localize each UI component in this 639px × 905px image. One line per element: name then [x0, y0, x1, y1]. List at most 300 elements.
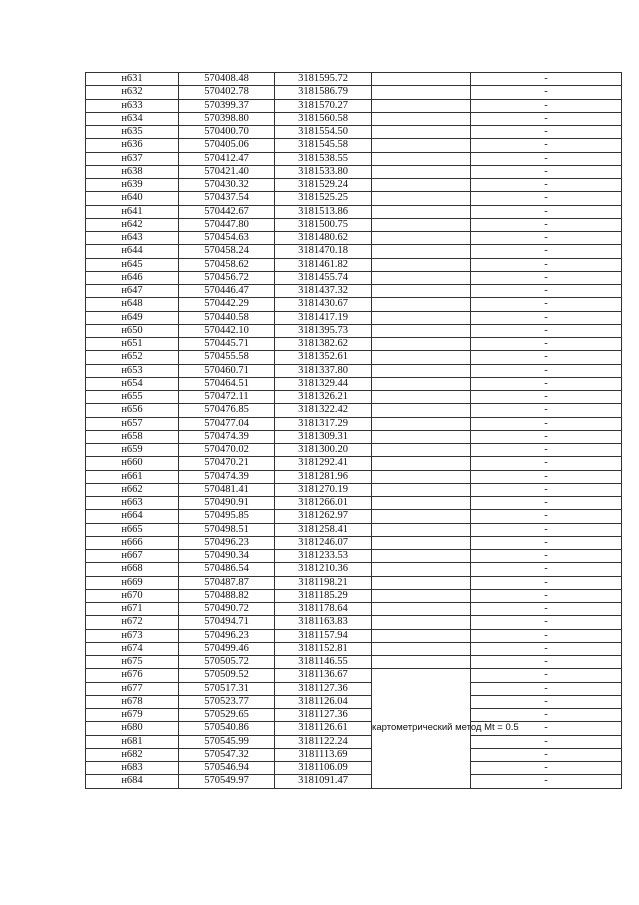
point-id-cell: н657 [86, 417, 179, 430]
table-row [86, 112, 622, 125]
y-coordinate-cell: 3181246.07 [275, 536, 372, 549]
x-coordinate-cell: 570476.85 [179, 404, 275, 417]
point-id-cell: н640 [86, 192, 179, 205]
coordinates-table-body [86, 73, 622, 789]
note-cell: - [471, 179, 622, 192]
y-coordinate-cell: 3181309.31 [275, 430, 372, 443]
y-coordinate-cell: 3181126.61 [275, 722, 372, 735]
method-cell-empty [372, 404, 471, 417]
y-coordinate-cell: 3181545.58 [275, 139, 372, 152]
y-coordinate-cell: 3181533.80 [275, 165, 372, 178]
note-cell: - [471, 576, 622, 589]
method-cell-empty [372, 245, 471, 258]
table-row [86, 324, 622, 337]
method-cell-empty [372, 338, 471, 351]
table-row [86, 589, 622, 602]
x-coordinate-cell: 570458.62 [179, 258, 275, 271]
method-cell-empty [372, 523, 471, 536]
y-coordinate-cell: 3181281.96 [275, 470, 372, 483]
y-coordinate-cell: 3181337.80 [275, 364, 372, 377]
point-id-cell: н676 [86, 669, 179, 682]
note-cell: - [471, 629, 622, 642]
method-cell-empty [372, 603, 471, 616]
y-coordinate-cell: 3181529.24 [275, 179, 372, 192]
table-row [86, 338, 622, 351]
table-row [86, 682, 622, 695]
x-coordinate-cell: 570545.99 [179, 735, 275, 748]
x-coordinate-cell: 570442.10 [179, 324, 275, 337]
method-cell-empty [372, 483, 471, 496]
point-id-cell: н645 [86, 258, 179, 271]
note-cell: - [471, 735, 622, 748]
table-row [86, 179, 622, 192]
table-row [86, 258, 622, 271]
note-cell: - [471, 709, 622, 722]
x-coordinate-cell: 570400.70 [179, 126, 275, 139]
point-id-cell: н672 [86, 616, 179, 629]
table-row [86, 457, 622, 470]
note-cell: - [471, 523, 622, 536]
point-id-cell: н635 [86, 126, 179, 139]
x-coordinate-cell: 570488.82 [179, 589, 275, 602]
x-coordinate-cell: 570486.54 [179, 563, 275, 576]
point-id-cell: н650 [86, 324, 179, 337]
point-id-cell: н655 [86, 391, 179, 404]
point-id-cell: н656 [86, 404, 179, 417]
y-coordinate-cell: 3181146.55 [275, 656, 372, 669]
point-id-cell: н659 [86, 444, 179, 457]
method-cell-empty [372, 126, 471, 139]
table-row [86, 563, 622, 576]
method-cell-empty [372, 497, 471, 510]
y-coordinate-cell: 3181500.75 [275, 218, 372, 231]
table-row [86, 232, 622, 245]
y-coordinate-cell: 3181326.21 [275, 391, 372, 404]
x-coordinate-cell: 570529.65 [179, 709, 275, 722]
note-cell: - [471, 112, 622, 125]
method-cell-empty [372, 444, 471, 457]
method-cell-empty [372, 642, 471, 655]
table-row [86, 99, 622, 112]
x-coordinate-cell: 570455.58 [179, 351, 275, 364]
table-row [86, 126, 622, 139]
note-cell: - [471, 205, 622, 218]
note-cell: - [471, 417, 622, 430]
method-cell-empty [372, 99, 471, 112]
table-row [86, 165, 622, 178]
table-row [86, 748, 622, 761]
x-coordinate-cell: 570402.78 [179, 86, 275, 99]
point-id-cell: н638 [86, 165, 179, 178]
note-cell: - [471, 285, 622, 298]
note-cell: - [471, 324, 622, 337]
x-coordinate-cell: 570490.72 [179, 603, 275, 616]
table-row [86, 218, 622, 231]
method-cell-empty [372, 258, 471, 271]
note-cell: - [471, 152, 622, 165]
y-coordinate-cell: 3181513.86 [275, 205, 372, 218]
table-row [86, 629, 622, 642]
point-id-cell: н648 [86, 298, 179, 311]
method-cell-empty [372, 417, 471, 430]
x-coordinate-cell: 570549.97 [179, 775, 275, 788]
table-row [86, 642, 622, 655]
note-cell: - [471, 139, 622, 152]
x-coordinate-cell: 570495.85 [179, 510, 275, 523]
note-cell: - [471, 762, 622, 775]
x-coordinate-cell: 570460.71 [179, 364, 275, 377]
y-coordinate-cell: 3181382.62 [275, 338, 372, 351]
method-cell-empty [372, 536, 471, 549]
x-coordinate-cell: 570399.37 [179, 99, 275, 112]
note-cell: - [471, 364, 622, 377]
method-cell-empty [372, 205, 471, 218]
note-cell: - [471, 192, 622, 205]
y-coordinate-cell: 3181595.72 [275, 73, 372, 86]
y-coordinate-cell: 3181352.61 [275, 351, 372, 364]
point-id-cell: н678 [86, 695, 179, 708]
y-coordinate-cell: 3181270.19 [275, 483, 372, 496]
y-coordinate-cell: 3181198.21 [275, 576, 372, 589]
point-id-cell: н658 [86, 430, 179, 443]
note-cell: - [471, 404, 622, 417]
table-row [86, 417, 622, 430]
note-cell: - [471, 311, 622, 324]
table-row [86, 364, 622, 377]
y-coordinate-cell: 3181317.29 [275, 417, 372, 430]
y-coordinate-cell: 3181570.27 [275, 99, 372, 112]
x-coordinate-cell: 570481.41 [179, 483, 275, 496]
table-row [86, 377, 622, 390]
method-cell-empty [372, 576, 471, 589]
y-coordinate-cell: 3181538.55 [275, 152, 372, 165]
y-coordinate-cell: 3181266.01 [275, 497, 372, 510]
note-cell: - [471, 232, 622, 245]
coordinates-table [85, 72, 622, 789]
y-coordinate-cell: 3181470.18 [275, 245, 372, 258]
point-id-cell: н670 [86, 589, 179, 602]
method-cell-empty [372, 152, 471, 165]
point-id-cell: н641 [86, 205, 179, 218]
point-id-cell: н643 [86, 232, 179, 245]
point-id-cell: н663 [86, 497, 179, 510]
point-id-cell: н649 [86, 311, 179, 324]
x-coordinate-cell: 570412.47 [179, 152, 275, 165]
point-id-cell: н637 [86, 152, 179, 165]
x-coordinate-cell: 570498.51 [179, 523, 275, 536]
note-cell: - [471, 126, 622, 139]
method-cell-empty [372, 470, 471, 483]
y-coordinate-cell: 3181258.41 [275, 523, 372, 536]
point-id-cell: н651 [86, 338, 179, 351]
point-id-cell: н633 [86, 99, 179, 112]
method-cell-empty [372, 139, 471, 152]
method-cell-empty [372, 232, 471, 245]
y-coordinate-cell: 3181262.97 [275, 510, 372, 523]
point-id-cell: н631 [86, 73, 179, 86]
point-id-cell: н671 [86, 603, 179, 616]
note-cell: - [471, 391, 622, 404]
table-row [86, 205, 622, 218]
note-cell: - [471, 218, 622, 231]
x-coordinate-cell: 570421.40 [179, 165, 275, 178]
x-coordinate-cell: 570442.67 [179, 205, 275, 218]
x-coordinate-cell: 570458.24 [179, 245, 275, 258]
method-cell-empty [372, 165, 471, 178]
table-row [86, 603, 622, 616]
point-id-cell: н675 [86, 656, 179, 669]
table-row [86, 523, 622, 536]
note-cell: - [471, 536, 622, 549]
note-cell: - [471, 470, 622, 483]
table-row [86, 86, 622, 99]
note-cell: - [471, 695, 622, 708]
method-cell-empty [372, 377, 471, 390]
note-cell: - [471, 245, 622, 258]
table-row [86, 510, 622, 523]
x-coordinate-cell: 570405.06 [179, 139, 275, 152]
note-cell: - [471, 338, 622, 351]
method-cell-empty [372, 86, 471, 99]
point-id-cell: н642 [86, 218, 179, 231]
y-coordinate-cell: 3181455.74 [275, 271, 372, 284]
point-id-cell: н674 [86, 642, 179, 655]
point-id-cell: н653 [86, 364, 179, 377]
table-row [86, 735, 622, 748]
x-coordinate-cell: 570546.94 [179, 762, 275, 775]
x-coordinate-cell: 570494.71 [179, 616, 275, 629]
table-row [86, 285, 622, 298]
table-row [86, 152, 622, 165]
y-coordinate-cell: 3181113.69 [275, 748, 372, 761]
method-cell-empty [372, 179, 471, 192]
x-coordinate-cell: 570437.54 [179, 192, 275, 205]
note-cell: - [471, 430, 622, 443]
table-row [86, 550, 622, 563]
y-coordinate-cell: 3181136.67 [275, 669, 372, 682]
x-coordinate-cell: 570499.46 [179, 642, 275, 655]
method-cell-empty [372, 271, 471, 284]
x-coordinate-cell: 570430.32 [179, 179, 275, 192]
method-cell-empty [372, 510, 471, 523]
y-coordinate-cell: 3181157.94 [275, 629, 372, 642]
y-coordinate-cell: 3181106.09 [275, 762, 372, 775]
note-cell: - [471, 444, 622, 457]
note-cell: - [471, 550, 622, 563]
table-row [86, 391, 622, 404]
x-coordinate-cell: 570446.47 [179, 285, 275, 298]
point-id-cell: н662 [86, 483, 179, 496]
table-row [86, 695, 622, 708]
table-row [86, 271, 622, 284]
y-coordinate-cell: 3181163.83 [275, 616, 372, 629]
note-cell: - [471, 603, 622, 616]
x-coordinate-cell: 570464.51 [179, 377, 275, 390]
table-row [86, 430, 622, 443]
point-id-cell: н647 [86, 285, 179, 298]
y-coordinate-cell: 3181322.42 [275, 404, 372, 417]
x-coordinate-cell: 570496.23 [179, 629, 275, 642]
x-coordinate-cell: 570440.58 [179, 311, 275, 324]
point-id-cell: н679 [86, 709, 179, 722]
x-coordinate-cell: 570445.71 [179, 338, 275, 351]
y-coordinate-cell: 3181127.36 [275, 682, 372, 695]
table-row [86, 616, 622, 629]
y-coordinate-cell: 3181122.24 [275, 735, 372, 748]
x-coordinate-cell: 570408.48 [179, 73, 275, 86]
method-cell-empty [372, 192, 471, 205]
x-coordinate-cell: 570505.72 [179, 656, 275, 669]
note-cell: - [471, 497, 622, 510]
y-coordinate-cell: 3181417.19 [275, 311, 372, 324]
method-cell-empty [372, 298, 471, 311]
point-id-cell: н677 [86, 682, 179, 695]
table-row [86, 656, 622, 669]
table-row [86, 298, 622, 311]
method-cell-empty [372, 112, 471, 125]
y-coordinate-cell: 3181185.29 [275, 589, 372, 602]
note-cell: - [471, 682, 622, 695]
x-coordinate-cell: 570447.80 [179, 218, 275, 231]
point-id-cell: н636 [86, 139, 179, 152]
note-cell: - [471, 483, 622, 496]
note-cell: - [471, 510, 622, 523]
measurement-method-cell: картометрический метод Mt = 0.5 [372, 669, 471, 788]
note-cell: - [471, 271, 622, 284]
table-row [86, 444, 622, 457]
table-row [86, 709, 622, 722]
note-cell: - [471, 748, 622, 761]
table-row [86, 722, 622, 735]
method-cell-empty [372, 616, 471, 629]
table-row [86, 775, 622, 788]
y-coordinate-cell: 3181292.41 [275, 457, 372, 470]
method-cell-empty [372, 457, 471, 470]
y-coordinate-cell: 3181437.32 [275, 285, 372, 298]
table-row [86, 669, 622, 682]
method-cell-empty [372, 311, 471, 324]
note-cell: - [471, 457, 622, 470]
method-cell-empty [372, 589, 471, 602]
point-id-cell: н660 [86, 457, 179, 470]
table-row [86, 311, 622, 324]
table-row [86, 192, 622, 205]
y-coordinate-cell: 3181091.47 [275, 775, 372, 788]
note-cell: - [471, 298, 622, 311]
y-coordinate-cell: 3181586.79 [275, 86, 372, 99]
point-id-cell: н668 [86, 563, 179, 576]
point-id-cell: н664 [86, 510, 179, 523]
note-cell: - [471, 86, 622, 99]
table-row [86, 762, 622, 775]
table-row [86, 245, 622, 258]
method-cell-empty [372, 391, 471, 404]
method-cell-empty [372, 563, 471, 576]
table-row [86, 536, 622, 549]
point-id-cell: н665 [86, 523, 179, 536]
x-coordinate-cell: 570398.80 [179, 112, 275, 125]
y-coordinate-cell: 3181395.73 [275, 324, 372, 337]
y-coordinate-cell: 3181430.67 [275, 298, 372, 311]
method-cell-empty [372, 629, 471, 642]
x-coordinate-cell: 570540.86 [179, 722, 275, 735]
x-coordinate-cell: 570442.29 [179, 298, 275, 311]
y-coordinate-cell: 3181554.50 [275, 126, 372, 139]
x-coordinate-cell: 570487.87 [179, 576, 275, 589]
y-coordinate-cell: 3181525.25 [275, 192, 372, 205]
x-coordinate-cell: 570470.21 [179, 457, 275, 470]
y-coordinate-cell: 3181560.58 [275, 112, 372, 125]
point-id-cell: н673 [86, 629, 179, 642]
point-id-cell: н646 [86, 271, 179, 284]
point-id-cell: н632 [86, 86, 179, 99]
note-cell: - [471, 775, 622, 788]
note-cell: - [471, 589, 622, 602]
note-cell: - [471, 669, 622, 682]
y-coordinate-cell: 3181233.53 [275, 550, 372, 563]
point-id-cell: н634 [86, 112, 179, 125]
note-cell: - [471, 351, 622, 364]
x-coordinate-cell: 570472.11 [179, 391, 275, 404]
point-id-cell: н639 [86, 179, 179, 192]
x-coordinate-cell: 570490.34 [179, 550, 275, 563]
note-cell: - [471, 258, 622, 271]
x-coordinate-cell: 570496.23 [179, 536, 275, 549]
table-row [86, 351, 622, 364]
method-cell-empty [372, 285, 471, 298]
table-row [86, 483, 622, 496]
x-coordinate-cell: 570470.02 [179, 444, 275, 457]
table-row [86, 73, 622, 86]
note-cell: - [471, 642, 622, 655]
point-id-cell: н667 [86, 550, 179, 563]
point-id-cell: н661 [86, 470, 179, 483]
method-cell-empty [372, 550, 471, 563]
point-id-cell: н666 [86, 536, 179, 549]
method-cell-empty [372, 351, 471, 364]
method-cell-empty [372, 218, 471, 231]
y-coordinate-cell: 3181127.36 [275, 709, 372, 722]
point-id-cell: н683 [86, 762, 179, 775]
y-coordinate-cell: 3181178.64 [275, 603, 372, 616]
table-row [86, 470, 622, 483]
point-id-cell: н682 [86, 748, 179, 761]
method-cell-empty [372, 73, 471, 86]
x-coordinate-cell: 570547.32 [179, 748, 275, 761]
x-coordinate-cell: 570474.39 [179, 430, 275, 443]
x-coordinate-cell: 570517.31 [179, 682, 275, 695]
method-cell-empty [372, 364, 471, 377]
x-coordinate-cell: 570454.63 [179, 232, 275, 245]
note-cell: - [471, 563, 622, 576]
note-cell: - [471, 722, 622, 735]
point-id-cell: н681 [86, 735, 179, 748]
x-coordinate-cell: 570523.77 [179, 695, 275, 708]
y-coordinate-cell: 3181461.82 [275, 258, 372, 271]
y-coordinate-cell: 3181329.44 [275, 377, 372, 390]
y-coordinate-cell: 3181480.62 [275, 232, 372, 245]
y-coordinate-cell: 3181210.36 [275, 563, 372, 576]
table-row [86, 576, 622, 589]
y-coordinate-cell: 3181126.04 [275, 695, 372, 708]
table-row [86, 404, 622, 417]
point-id-cell: н669 [86, 576, 179, 589]
point-id-cell: н680 [86, 722, 179, 735]
x-coordinate-cell: 570456.72 [179, 271, 275, 284]
point-id-cell: н644 [86, 245, 179, 258]
x-coordinate-cell: 570509.52 [179, 669, 275, 682]
x-coordinate-cell: 570477.04 [179, 417, 275, 430]
